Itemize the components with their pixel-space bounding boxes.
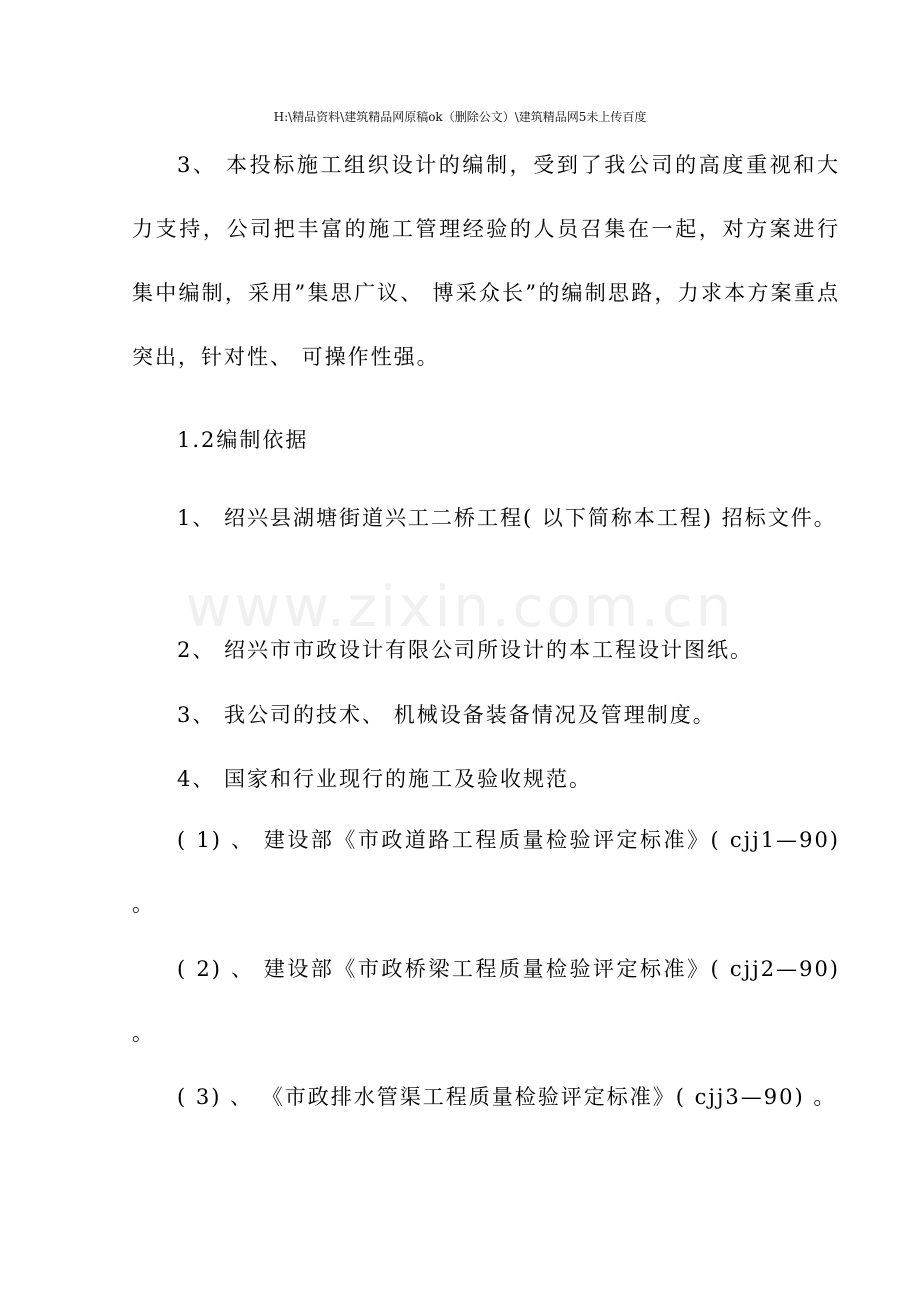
file-path-header: H:\精品资料\建筑精品网原稿ok（删除公文）\建筑精品网5未上传百度	[273, 110, 647, 124]
basis-item-3: 3、 我公司的技术、 机械设备装备情况及管理制度。	[177, 703, 716, 727]
intro-paragraph: 3、 本投标施工组织设计的编制，受到了我公司的高度重视和大力支持，公司把丰富的施工管理经验的人员召集在一起，对方案进行集中编制，采用”集思广议、 博采众长”的编制思路，力求本方案重点突出，针对性、 可操作性强。	[132, 153, 840, 369]
watermark: www.zixin.com.cn	[185, 575, 735, 640]
standard-item-1: ( 1) 、 建设部《市政道路工程质量检验评定标准》( cjj1—90) 。	[132, 828, 840, 916]
basis-item-1: 1、 绍兴县湖塘街道兴工二桥工程( 以下简称本工程) 招标文件。	[177, 506, 837, 530]
basis-item-2: 2、 绍兴市市政设计有限公司所设计的本工程设计图纸。	[177, 638, 754, 662]
standard-item-3: ( 3) 、 《市政排水管渠工程质量检验评定标准》( cjj3—90) 。	[177, 1085, 837, 1109]
standard-item-2: ( 2) 、 建设部《市政桥梁工程质量检验评定标准》( cjj2—90) 。	[132, 957, 840, 1045]
basis-item-4: 4、 国家和行业现行的施工及验收规范。	[177, 767, 593, 791]
section-heading: 1.2编制依据	[177, 428, 309, 452]
